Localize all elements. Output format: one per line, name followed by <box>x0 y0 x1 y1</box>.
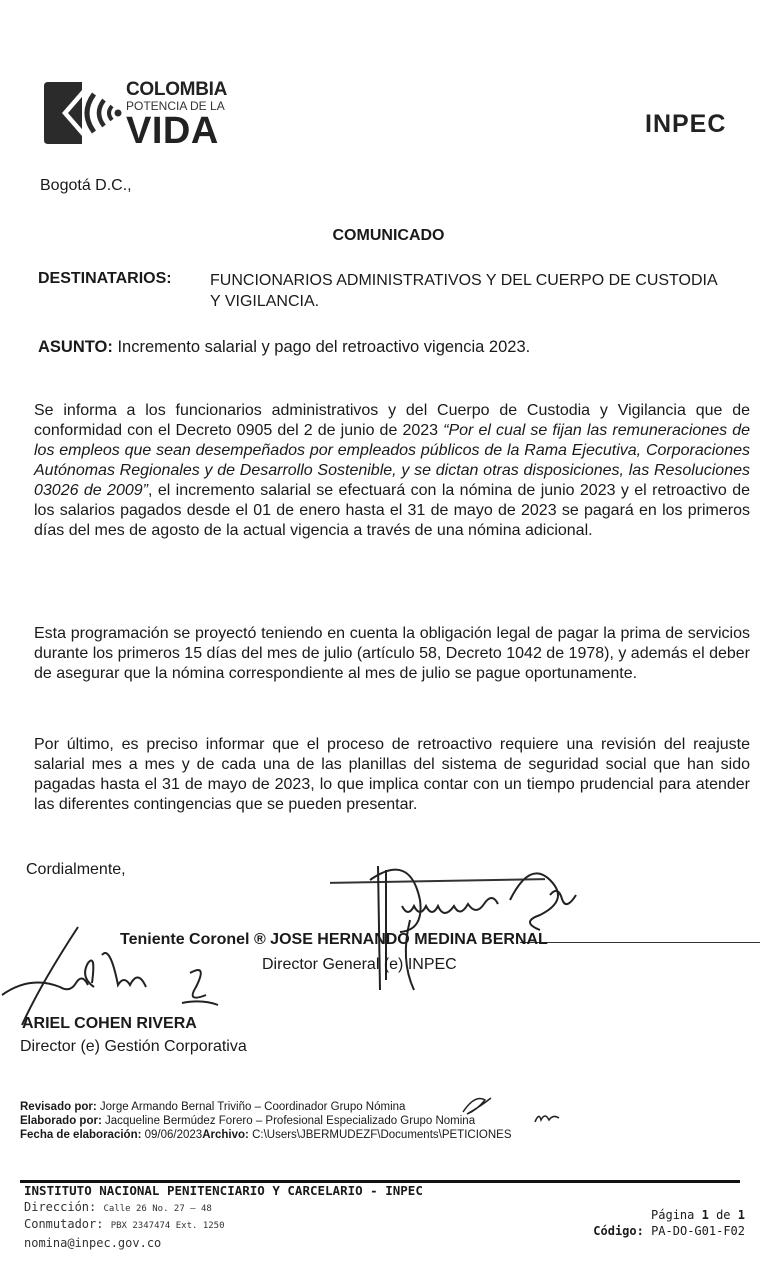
reviewed-label: Revisado por: <box>20 1101 97 1113</box>
logo-line-1: COLOMBIA <box>126 79 228 100</box>
page-label: Página <box>651 1208 695 1222</box>
subject-label: ASUNTO: <box>38 338 113 356</box>
subject-line <box>38 338 530 357</box>
address-value: Calle 26 No. 27 – 48 <box>103 1204 212 1214</box>
address-label: Dirección: <box>24 1200 97 1214</box>
paragraph-3: Por último, es preciso informar que el proceso de retroactivo requiere una revisión del reajuste salarial mes a mes y de cada una de las planillas del sistema de seguridad social que han sido pagadas hasta el 31 de mayo de 2023, lo que implica contar con un tiempo prudencial para atender las diferentes contingencias que se pueden presentar. <box>34 736 750 813</box>
footer-institution: INSTITUTO NACIONAL PENITENCIARIO Y CARCELARIO - INPEC <box>24 1183 423 1198</box>
document-title: COMUNICADO <box>332 227 445 244</box>
logo-line-2: POTENCIA DE LA <box>126 99 225 113</box>
prepared-value: Jacqueline Bermúdez Forero – Profesional Especializado Grupo Nomina <box>104 1115 476 1127</box>
recipients-label: DESTINATARIOS: <box>38 270 172 287</box>
page-of: de <box>716 1208 731 1222</box>
director-signature-icon <box>340 860 600 1000</box>
prepared-date <box>20 1129 720 1142</box>
page-current: 1 <box>701 1208 709 1222</box>
file-value: C:\Users\JBERMUDEZF\Documents\PETICIONES <box>252 1129 512 1141</box>
paragraph-2: Esta programación se proyectó teniendo en cuenta la obligación legal de pagar la prima de servicios durante los primeros 15 días del mes de julio (artículo 58, Decreto 1042 de 1978), y además el deber de asegurar que la nómina correspondiente al mes de julio se pague oportunamente. <box>34 625 750 682</box>
prepared-label: Elaborado por: <box>20 1115 102 1127</box>
phone-value: PBX 2347474 Ext. 1250 <box>110 1221 225 1231</box>
footer-email: nomina@inpec.gov.co <box>24 1236 162 1250</box>
date-label: Fecha de elaboración: <box>20 1129 142 1141</box>
city-line: Bogotá D.C., <box>40 177 132 194</box>
recipients-text: FUNCIONARIOS ADMINISTRATIVOS Y DEL CUERPO DE CUSTODIA Y VIGILANCIA. <box>210 272 717 310</box>
footer-phone <box>24 1217 225 1231</box>
inpec-logo: INPEC <box>645 110 727 138</box>
decree-quote: “Por el cual se fijan las remuneraciones de los empleos que sean desempeñados por empleados públicos de la Rama Ejecutiva, Corporaciones Autónomas Regionales y de Desarrollo Sostenible, y se dictan otras disposiciones, las Resoluciones 03026 de 2009” <box>34 422 750 499</box>
logo-line-3: VIDA <box>126 110 219 152</box>
page-total: 1 <box>737 1208 745 1222</box>
subject-text: Incremento salarial y pago del retroactivo vigencia 2023. <box>117 338 531 356</box>
initials-icon <box>455 1092 575 1128</box>
closing: Cordialmente, <box>26 861 126 878</box>
document-code <box>545 1224 745 1238</box>
colombia-logo-text <box>126 79 256 152</box>
code-label: Código: <box>593 1224 644 1238</box>
footer-address <box>24 1200 212 1214</box>
secondary-signatory-role: Director (e) Gestión Corporativa <box>20 1038 247 1055</box>
paragraph-1 <box>34 401 750 541</box>
primary-signatory-role: Director General (e) INPEC <box>262 956 457 973</box>
paragraph-1-rest: , el incremento salarial se efectuará con la nómina de junio 2023 y el retroactivo de los salarios pagados desde el 01 de enero hasta el 31 de mayo de 2023 se pagará en los primeros días del mes de agosto de la actual vigencia a través de una nómina adicional. <box>34 482 750 539</box>
reviewed-by <box>20 1101 720 1114</box>
code-value: PA-DO-G01-F02 <box>651 1224 745 1238</box>
secondary-signatory-name: ARIEL COHEN RIVERA <box>22 1015 197 1032</box>
phone-label: Conmutador: <box>24 1217 104 1231</box>
primary-signatory-name: Teniente Coronel ® JOSE HERNANDO MEDINA BERNAL <box>120 931 548 948</box>
page-number <box>565 1208 745 1222</box>
file-label: Archivo: <box>202 1129 249 1141</box>
paragraph-1-intro: Se informa a los funcionarios administrativos y del Cuerpo de Custodia y Vigilancia que de conformidad con el Decreto 0905 del 2 de junio de 2023 <box>34 402 750 439</box>
reviewed-value: Jorge Armando Bernal Triviño – Coordinador Grupo Nómina <box>99 1101 406 1113</box>
prepared-by <box>20 1115 720 1128</box>
date-value: 09/06/2023 <box>144 1129 203 1141</box>
colombia-logo-icon <box>42 80 122 146</box>
